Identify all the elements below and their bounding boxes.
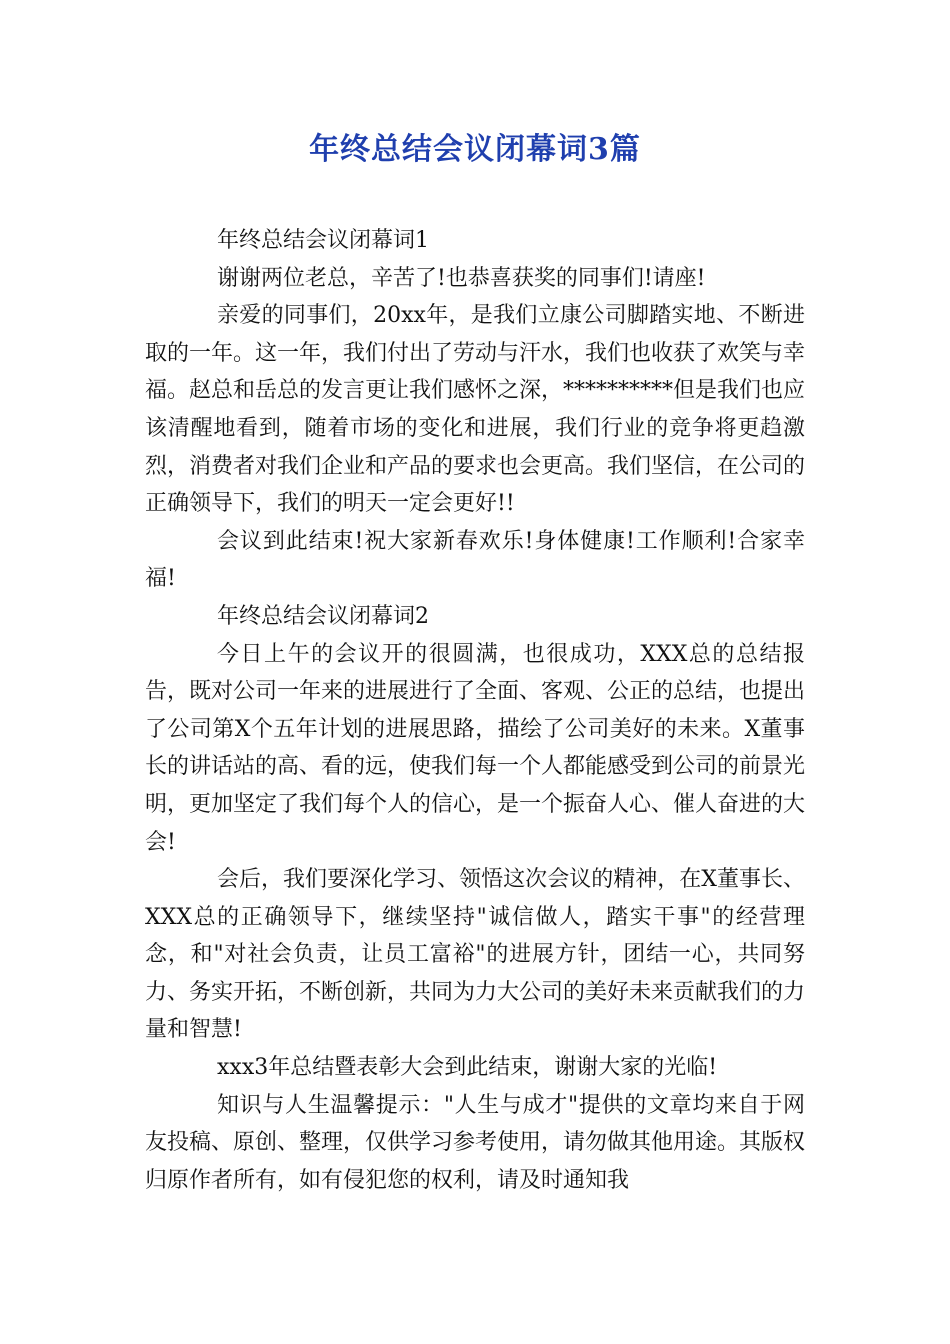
heading-speech-2: 年终总结会议闭幕词2 (217, 603, 429, 629)
document-title: 年终总结会议闭幕词3篇 (309, 132, 641, 167)
paragraph: 今日上午的会议开的很圆满，也很成功，XXX总的总结报告，既对公司一年来的进展进行了全面、客观、公正的总结，也提出了公司第X个五年计划的进展思路，描绘了公司美好的未来。X董事长的讲话站的高、看的远，使我们每一个人都能感受到公司的前景光明，更加坚定了我们每个人的信心，是一个振奋人心、催人奋进的大会! (145, 641, 806, 855)
paragraph: 谢谢两位老总，辛苦了!也恭喜获奖的同事们!请座! (217, 265, 706, 291)
paragraph: 会议到此结束!祝大家新春欢乐!身体健康!工作顺利!合家幸福! (145, 528, 805, 592)
paragraph: 会后，我们要深化学习、领悟这次会议的精神，在X董事长、XXX总的正确领导下，继续坚持"诚信做人，踏实干事"的经营理念，和"对社会负责，让员工富裕"的进展方针，团结一心，共同努力、务实开拓，不断创新，共同为力大公司的美好未来贡献我们的力量和智慧! (145, 867, 806, 1043)
notice-paragraph: 知识与人生温馨提示："人生与成才"提供的文章均来自于网友投稿、原创、整理，仅供学习参考使用，请勿做其他用途。其版权归原作者所有，如有侵犯您的权利，请及时通知我 (145, 1092, 806, 1193)
paragraph: xxx3年总结暨表彰大会到此结束，谢谢大家的光临! (217, 1055, 718, 1081)
paragraph: 亲爱的同事们，20xx年，是我们立康公司脚踏实地、不断进取的一年。这一年，我们付出了劳动与汗水，我们也收获了欢笑与幸福。赵总和岳总的发言更让我们感怀之深，**********但是我们也应该清醒地看到，随着市场的变化和进展，我们行业的竞争将更趋激烈，消费者对我们企业和产品的要求也会更高。我们坚信，在公司的正确领导下，我们的明天一定会更好!! (145, 303, 806, 517)
heading-speech-1: 年终总结会议闭幕词1 (217, 228, 429, 253)
document-body (145, 222, 805, 1199)
